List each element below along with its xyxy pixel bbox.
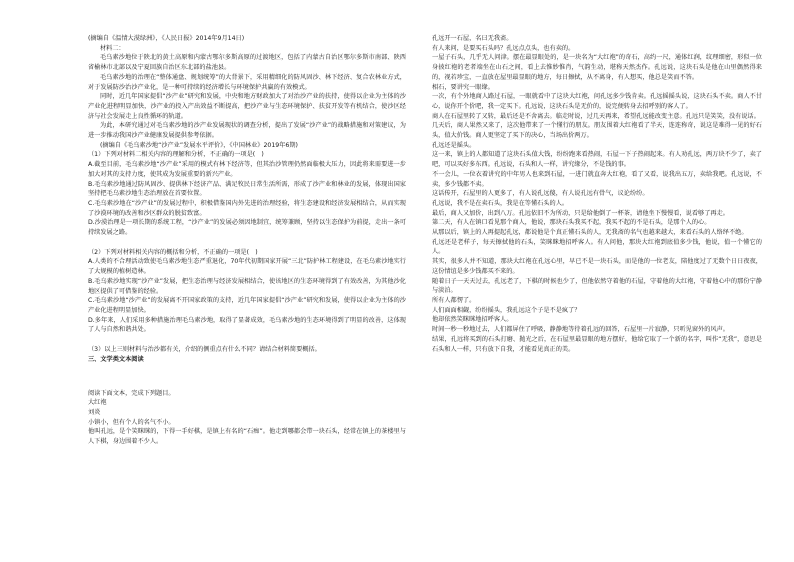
story-paragraph: 一屋子石头，几乎无人问津。摆在最显眼处的，是一块名为“大红袍”的奇石，高约一尺，通体红润，纹理细密，形似一位身披红袍的老者端坐在山石之间，看上去惟妙惟肖，气韵生动，堪称天然杰作。孔远说，这块石头是他在山里偶然得来的，视若珍宝，一直放在屋里最显眼的地方，每日擦拭，从不离身，有人想买，他总是笑而不答。 xyxy=(432,54,762,81)
question-2: （2）下列对材料相关内容的概括和分析，不正确的一项是( ) xyxy=(88,248,258,256)
material-2-paragraph: 毛乌素沙地的治理在“整体通盘、规划统筹”的大背景下，采用精细化的防风固沙、林下经济、复合农林业方式，对于发展防沙治沙产业化，是一种可持续的经济增长与环境保护共赢的有效模式。 xyxy=(88,73,406,91)
story-paragraph: 他叫孔远，是个笑眯眯的，下得一手好棋，是镇上有名的“石痴”。他走到哪都会带一块石头，经常在镇上的茶楼里与人下棋，身边围着不少人。 xyxy=(88,428,406,446)
material-2-paragraph: 毛乌素沙地位于陕北的黄土高原和内蒙古鄂尔多斯高原的过渡地区，包括了内蒙古自治区鄂尔多斯市南部、陕西省榆林市北部以及宁夏回族自治区东北部的盐池县。 xyxy=(88,54,406,72)
material-2-heading: 材料二： xyxy=(100,44,125,52)
story-paragraph: 第二天，有人在镇口看见那个商人，他说，那块石头我买不起，我买不起的不是石头，是那个人的心。 xyxy=(432,219,711,227)
story-author: 刘炎 xyxy=(88,408,101,416)
material-2-paragraph: 为此，本研究通过对毛乌素沙地的沙产业发展现状的调查分析，提出了发展“沙产业”的战略措施和对策建议，为进一步推动我国沙产业健康发展提供参考依据。 xyxy=(88,122,406,140)
q1-option: D.沙漠治理是一项长期的系统工程，“沙产业”的发展必须因地制宜，统筹兼顾，坚持以生态保护为前提，走出一条可持续发展之路。 xyxy=(88,219,406,237)
story-paragraph: 所有人都愣了。 xyxy=(432,296,476,304)
story-paragraph: 孔远还是老样子，每天擦拭他的石头，笑眯眯地招呼客人。有人问他，那块大红袍到底值多少钱，他说，值一个懂它的人。 xyxy=(432,238,762,256)
story-paragraph: 人们面面相觑，纷纷摇头，我孔远这个子是不是疯了？ xyxy=(432,306,581,314)
story-paragraph: 随着日子一天天过去，孔远老了，下棋的时候也少了，但他依然守着他的石屋，守着他的大红袍，守着他心中的那份宁静与淡泊。 xyxy=(432,277,762,295)
story-paragraph: 最后，商人又加价，出到八万。孔远依旧不为所动，只是给他倒了一杯茶，请他坐下慢慢看，说看够了再走。 xyxy=(432,209,729,217)
story-paragraph: 孔远说，我不是在卖石头，我是在等懂石头的人。 xyxy=(432,199,569,207)
story-paragraph: 他却依然笑眯眯地招呼客人。 xyxy=(432,316,513,324)
story-paragraph: 孔远开一石屋，名曰无我斋。 xyxy=(432,35,513,42)
story-paragraph: 一次，有个外地商人路过石屋，一眼就看中了这块大红袍，问孔远多少钱肯卖。孔远摇摇头说，这块石头不卖。商人不甘心，说你开个价吧，我一定买下。孔远说，这块石头是无价的，说完便转身去招呼别的客人了。 xyxy=(432,93,762,110)
source-line-1: (摘编自《温情大漠绿洲》，《人民日报》2014年9月14日) xyxy=(88,35,245,42)
story-paragraph: 结果，孔远将买到的石头打磨、抛光之后，在石屋里最显眼的地方摆好，他给它取了一个新的名字，叫作“无我”，意思是石头和人一样，只有放下自我，才能看见真正的美。 xyxy=(432,335,762,353)
q2-option: B.毛乌素沙地实现“沙产业”发展，把生态治理与经济发展相结合，使该地区的生态环境得到了有效改善，为其他沙化地区提供了可借鉴的经验。 xyxy=(88,277,406,295)
story-title: 大红袍 xyxy=(88,399,107,407)
story-paragraph: 从那以后，镇上的人再提起孔远，都说他是个真正懂石头的人，无我斋的名气也越来越大，来看石头的人络绎不绝。 xyxy=(432,229,748,237)
q1-option: C.毛乌素沙地在“沙产业”的发展过程中，积极借鉴国内外先进的治理经验，将生态建设和经济发展相结合，从而实现了沙漠环境的改善和沙区群众的脱贫致富。 xyxy=(88,199,406,217)
story-paragraph: 小镇小，但有个人的名气不小。 xyxy=(88,418,175,426)
source-line-2: (摘编自《毛乌素沙地“沙产业”发展水平评价》，《中国林业》2019年6期) xyxy=(100,141,298,149)
right-column xyxy=(432,34,762,354)
q2-option: C.毛乌素沙地“沙产业”的发展离不开国家政策的支持，近几年国家提倡“沙产业”研究和发展，使得以企业为主体的沙产业化进程明显加快。 xyxy=(88,297,406,314)
story-paragraph: 孔远还是摇头。 xyxy=(432,141,476,149)
story-paragraph: 其实，很多人并不知道，那块大红袍在孔远心里，早已不是一块石头，而是他的一位老友，陪他度过了无数个日日夜夜，这份情谊是多少钱都买不来的。 xyxy=(432,258,762,275)
q1-option: B.毛乌素沙地通过防风固沙、提供林下经济产品、满足牧民日常生活所需，形成了沙产业和林业的发展，体现出国家坚持把毛乌素沙地生态治理放在首要位置。 xyxy=(88,180,406,198)
left-column xyxy=(88,34,406,447)
question-1: （1）下列对材料二相关内容的理解和分析，不正确的一项是( ) xyxy=(88,151,264,159)
question-3: （3）以上三则材料与治沙都有关，介绍的侧重点有什么不同？请结合材料简要概括。 xyxy=(88,346,321,354)
story-paragraph: 时间一秒一秒地过去，人们都屏住了呼吸，静静地等待着孔远的回答，石屋里一片寂静，只听见窗外的风声。 xyxy=(432,326,729,334)
story-paragraph: 不一会儿，一位衣着讲究的中年男人也来到石屋，一进门就直奔大红袍，看了又看，说我出五万，卖给我吧。孔远说，不卖，多少钱都不卖。 xyxy=(432,170,762,188)
q1-option: A.截至目前，毛乌素沙地“沙产业”采用的模式有林下经济等，但其治沙管理仍然面临极大压力，因此将来需要进一步加大对其的支持力度，使其成为发展重要的新兴产业。 xyxy=(88,161,406,178)
q2-option: D.多年来，人们采用多种措施治理毛乌素沙地，取得了显著成效，毛乌素沙地的生态环境得到了明显的改善，这体现了人与自然和谐共处。 xyxy=(88,316,406,334)
story-paragraph: 有人来问，是要买石头吗？孔远点点头，也有卖的。 xyxy=(432,44,575,52)
story-paragraph: 这一来，镇上的人都知道了这块石头值大钱，纷纷跑来看热闹，石屋一下子热闹起来。有人劝孔远，两万块不少了，卖了吧，可以买好多东西。孔远说，石头和人一样，讲究缘分，不是钱的事。 xyxy=(432,151,762,169)
story-paragraph: 这话传开，石屋里的人更多了，有人说孔远傻，有人说孔远有骨气，议论纷纷。 xyxy=(432,190,649,198)
section-heading: 三、文学类文本阅读 xyxy=(88,355,144,363)
story-paragraph: 商人在石屋里转了又转，最后还是不舍离去。临走时说，过几天再来，希望孔远能改变主意。孔远只是笑笑，没有说话。 xyxy=(432,112,760,120)
q2-option: A.人类的不合理活动致使毛乌素沙地生态严重退化，70年代初期国家开展“三北”防护林工程建设，在毛乌素沙地实行了大规模的植树造林。 xyxy=(88,258,406,276)
story-paragraph: 几天后，商人果然又来了，这次他带来了一个懂行的朋友。朋友围着大红袍看了半天，连连称奇，说这是难得一见的好石头，值大价钱。商人更坚定了买下的决心，当场出价两万。 xyxy=(432,122,762,140)
reading-instruction: 阅读下面文本，完成下列题目。 xyxy=(88,389,175,397)
material-2-paragraph: 同时，近几年国家提倡“沙产业”研究和发展，中央和地方财政加大了对治沙产业的扶持，使得以企业为主体的沙产业化进程明显加快，沙产业的投入产出效益不断提高，把沙产业与生态环境保护、扶贫开发等有机结合，使沙区经济与社会发展走上良性循环的轨道。 xyxy=(88,93,406,120)
story-paragraph: 相石，要讲究一眼缘。 xyxy=(432,83,494,91)
